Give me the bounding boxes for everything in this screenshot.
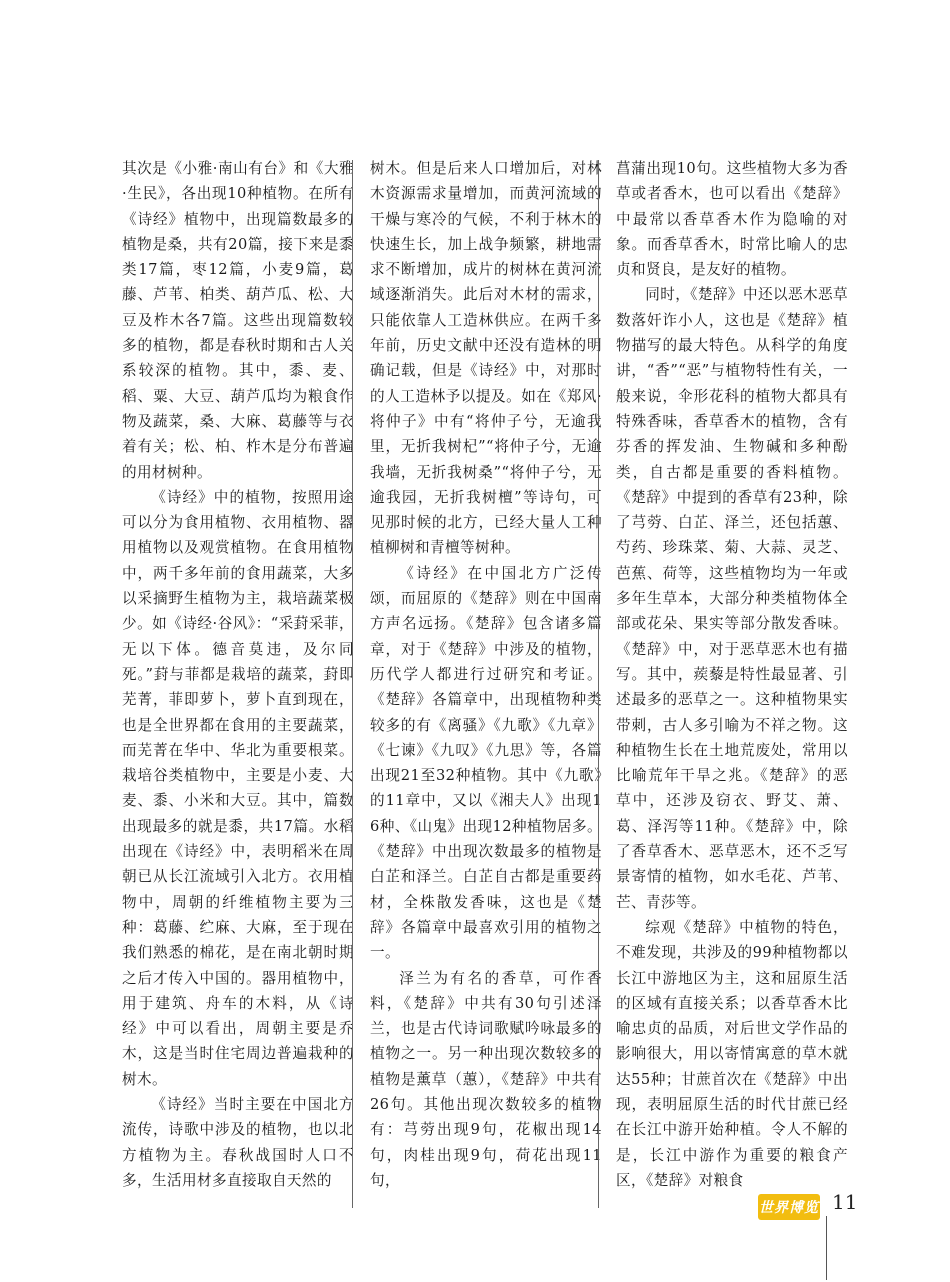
paragraph: 《诗经》当时主要在中国北方流传，诗歌中涉及的植物，也以北方植物为主。春秋战国时人口不多，生活用材多直接取自天然的 (122, 1095, 354, 1189)
paragraph: 同时，《楚辞》中还以恶木恶草数落奸诈小人，这也是《楚辞》植物描写的最大特色。从科学的角度讲，“香”“恶”与植物特性有关，一般来说，伞形花科的植物大都具有特殊香味，香草香木的植物，含有芬香的挥发油、生物碱和多种酚类，自古都是重要的香料植物。《楚辞》中提到的香草有23种，除了芎䓖、白芷、泽兰，还包括蕙、芍药、珍珠菜、菊、大蒜、灵芝、芭蕉、荷等，这些植物均为一年或多年生草本，大部分种类植物体全部或花朵、果实等部分散发香味。《楚辞》中，对于恶草恶木也有描写。其中，蒺藜是特性最显著、引述最多的恶草之一。这种植物果实带刺，古人多引喻为不祥之物。这种植物生长在土地荒废处，常用以比喻荒年干旱之兆。《楚辞》的恶草中，还涉及窃衣、野艾、萧、葛、泽泻等11种。《楚辞》中，除了香草香木、恶草恶木，还不乏写景寄情的植物，如水毛花、芦苇、芒、青莎等。 (616, 286, 848, 911)
paragraph: 《诗经》在中国北方广泛传颂，而屈原的《楚辞》则在中国南方声名远扬。《楚辞》包含诸多篇章，对于《楚辞》中涉及的植物，历代学人都进行过研究和考证。《楚辞》各篇章中，出现植物种类较多的有《离骚》《九歌》《九章》《七谏》《九叹》《九思》等，各篇出现21至32种植物。其中《九歌》的11章中，又以《湘夫人》出现16种、《山鬼》出现12种植物居多。《楚辞》中出现次数最多的植物是白芷和泽兰。白芷自古都是重要药材，全株散发香味，这也是《楚辞》各篇章中最喜欢引用的植物之一。 (370, 564, 602, 962)
page-number: 11 (832, 1190, 858, 1214)
paragraph: 菖蒲出现10句。这些植物大多为香草或者香木，也可以看出《楚辞》中最常以香草香木作为隐喻的对象。而香草香木，时常比喻人的忠贞和贤良，是友好的植物。 (616, 160, 848, 279)
paragraph: 其次是《小雅·南山有台》和《大雅·生民》，各出现10种植物。在所有《诗经》植物中，出现篇数最多的植物是桑，共有20篇，接下来是黍类17篇，枣12篇，小麦9篇，葛藤、芦苇、柏类、葫芦瓜、松、大豆及柞木各7篇。这些出现篇数较多的植物，都是春秋时期和古人关系较深的植物。其中，黍、麦、稻、粟、大豆、葫芦瓜均为粮食作物及蔬菜，桑、大麻、葛藤等与衣着有关；松、柏、柞木是分布普遍的用材树种。 (122, 160, 354, 481)
text-column-3 (616, 156, 848, 1193)
paragraph: 树木。但是后来人口增加后，对林木资源需求量增加，而黄河流域的干燥与寒冷的气候，不利于林木的快速生长，加上战争频繁，耕地需求不断增加，成片的树林在黄河流域逐渐消失。此后对木材的需求，只能依靠人工造林供应。在两千多年前，历史文献中还没有造林的明确记载，但是《诗经》中，对那时的人工造林予以提及。如在《郑风·将仲子》中有“将仲子兮，无逾我里，无折我树杞”“将仲子兮，无逾我墙，无折我树桑”“将仲子兮，无逾我园，无折我树檀”等诗句，可见那时候的北方，已经大量人工种植柳树和青檀等树种。 (370, 160, 602, 557)
paragraph: 综观《楚辞》中植物的特色，不难发现，共涉及的99种植物都以长江中游地区为主，这和屈原生活的区域有直接关系；以香草香木比喻忠贞的品质，对后世文学作品的影响很大，用以寄情寓意的草木就达55种；甘蔗首次在《楚辞》中出现，表明屈原生活的时代甘蔗已经在长江中游开始种植。令人不解的是，长江中游作为重要的粮食产区，《楚辞》对粮食 (616, 918, 848, 1189)
paragraph: 泽兰为有名的香草，可作香料，《楚辞》中共有30句引述泽兰，也是古代诗词歌赋吟咏最多的植物之一。另一种出现次数较多的植物是薰草（蕙），《楚辞》中共有26句。其他出现次数较多的植物有：芎䓖出现9句，花椒出现14句，肉桂出现9句，荷花出现11句， (370, 969, 602, 1189)
text-column-1 (122, 156, 354, 1193)
footer-divider (826, 1216, 827, 1280)
paragraph: 《诗经》中的植物，按照用途可以分为食用植物、衣用植物、器用植物以及观赏植物。在食用植物中，两千多年前的食用蔬菜，大多以采摘野生植物为主，栽培蔬菜极少。如《诗经·谷风》：“采葑采菲，无以下体。德音莫违，及尔同死。”葑与菲都是栽培的蔬菜，葑即芜菁，菲即萝卜，萝卜直到现在，也是全世界都在食用的主要蔬菜，而芜菁在华中、华北为重要根菜。栽培谷类植物中，主要是小麦、大麦、黍、小米和大豆。其中，篇数出现最多的就是黍，共17篇。水稻出现在《诗经》中，表明稻米在周朝已从长江流域引入北方。衣用植物中，周朝的纤维植物主要为三种：葛藤、纻麻、大麻，至于现在我们熟悉的棉花，是在南北朝时期之后才传入中国的。器用植物中，用于建筑、舟车的木料，从《诗经》中可以看出，周朝主要是乔木，这是当时住宅周边普遍栽种的树木。 (122, 488, 354, 1088)
column-divider (352, 160, 353, 1208)
column-divider (598, 160, 599, 1208)
text-column-2 (370, 156, 602, 1193)
magazine-logo: 世界博览 (758, 1194, 820, 1220)
